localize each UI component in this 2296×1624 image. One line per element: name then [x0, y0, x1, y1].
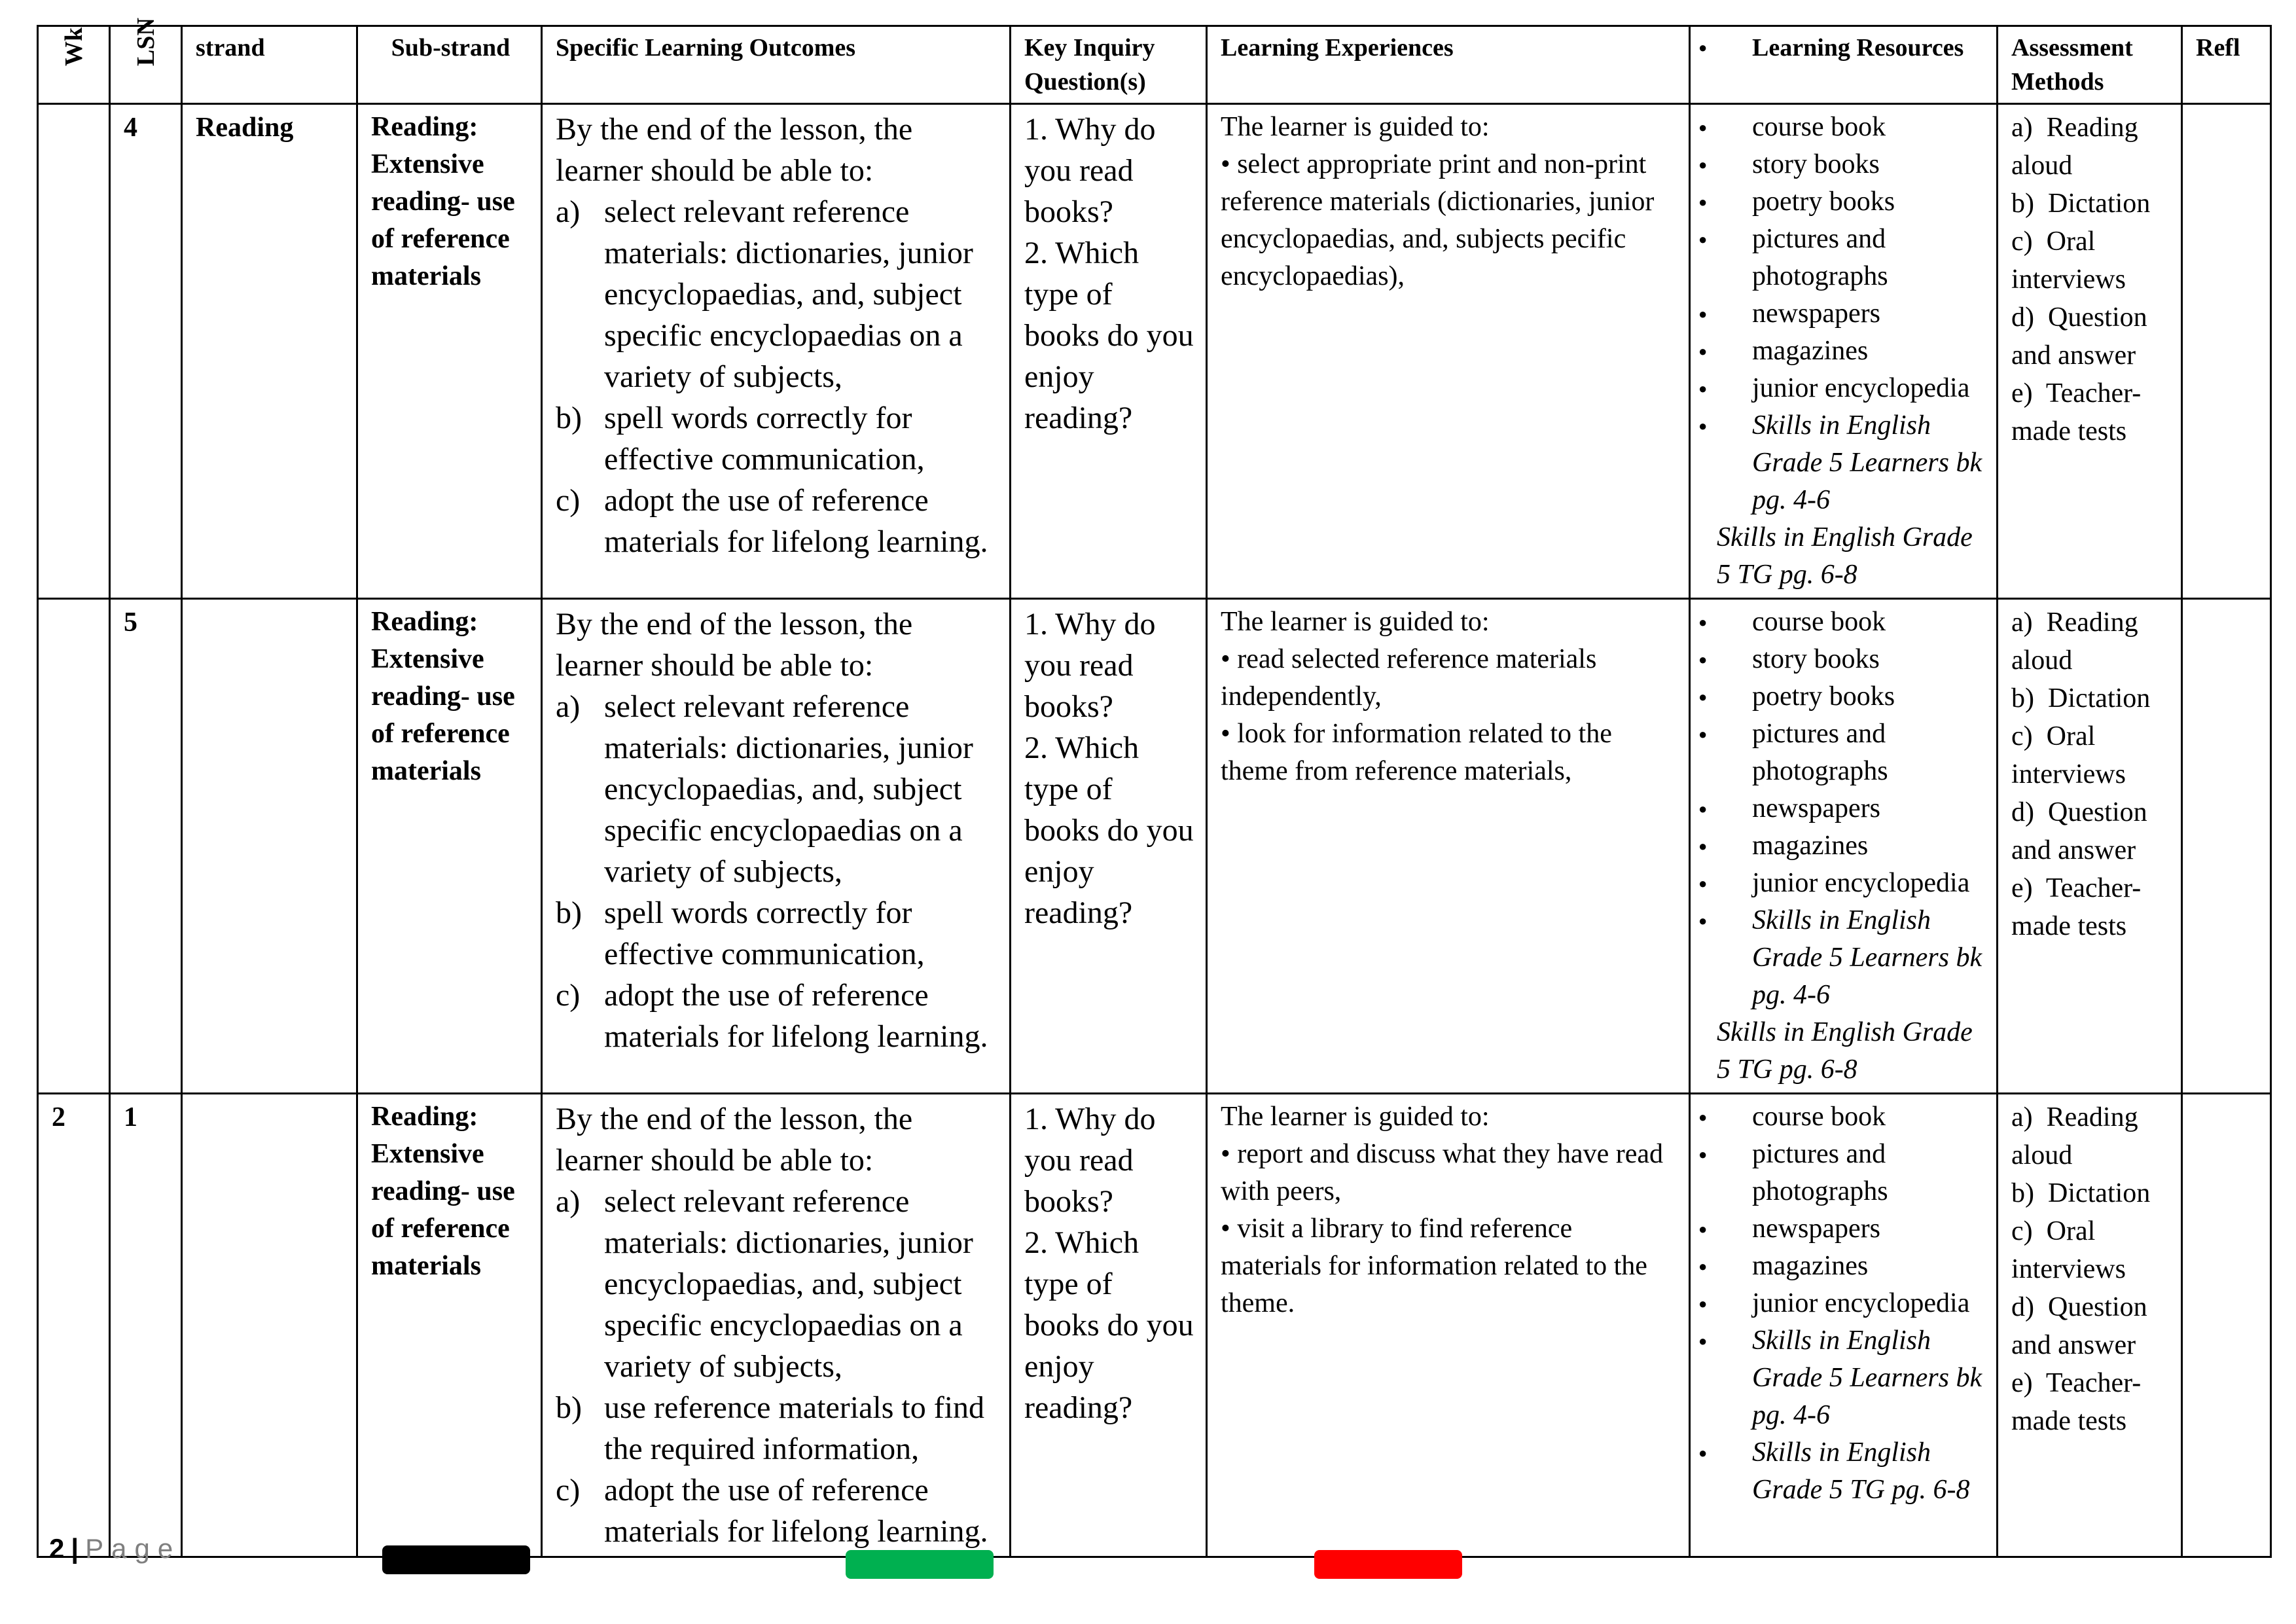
assessment-method: e) Teacher-made tests — [2011, 1368, 2142, 1436]
table-row — [38, 104, 2271, 599]
inquiry-cell — [1011, 104, 1207, 599]
assessment-method: a) Reading aloud — [2011, 1102, 2145, 1170]
experience-item: • read selected reference materials independently, — [1221, 644, 1597, 712]
header-sub-strand: Sub-strand — [357, 26, 542, 104]
sub-strand-value: Reading: Extensive reading- use of reference materials — [371, 607, 515, 786]
resource-note: Skills in English Grade 5 TG pg. 6-8 — [1717, 1017, 1973, 1085]
outcome-label: a) — [556, 194, 581, 229]
lesson-value: 1 — [124, 1102, 137, 1132]
assessment-method: b) Dictation — [2011, 1178, 2151, 1208]
green-color-swatch — [846, 1550, 994, 1579]
resource-item: ● magazines — [1704, 1248, 1986, 1285]
outcome-text: spell words correctly for effective communication, — [604, 895, 925, 971]
resource-item: ● junior encyclopedia — [1704, 1285, 1986, 1322]
outcome-text: select relevant reference materials: dictionaries, junior encyclopaedias, and, subject specific encyclopaedias on a variety of subjects, — [604, 689, 973, 889]
outcome-list — [556, 191, 999, 562]
inquiry-question: 1. Why do you read books? — [1024, 1102, 1156, 1219]
header-outcomes: Specific Learning Outcomes — [542, 26, 1011, 104]
outcome-item — [556, 1470, 999, 1552]
assessment-method: e) Teacher-made tests — [2011, 378, 2142, 446]
sub-strand-value: Reading: Extensive reading- use of reference materials — [371, 1102, 515, 1281]
outcome-item — [556, 191, 999, 397]
resource-list — [1704, 604, 1986, 1014]
outcome-intro: By the end of the lesson, the learner should be able to: — [556, 112, 913, 188]
table-row — [38, 1094, 2271, 1557]
resource-item-book: ● Skills in English Grade 5 Learners bk pg. 4-6 — [1704, 407, 1986, 519]
experiences-intro: The learner is guided to: — [1221, 112, 1490, 142]
outcome-item — [556, 1181, 999, 1387]
assessment-method: a) Reading aloud — [2011, 113, 2145, 181]
assessment-method: c) Oral interviews — [2011, 1216, 2126, 1284]
assessment-method: b) Dictation — [2011, 683, 2151, 713]
resources-cell — [1690, 599, 1998, 1094]
outcome-intro: By the end of the lesson, the learner should be able to: — [556, 1102, 913, 1178]
resource-item: ● poetry books — [1704, 678, 1986, 715]
assessment-method: d) Question and answer — [2011, 302, 2155, 370]
scheme-of-work-table — [37, 18, 2272, 1558]
header-lsn: LSN — [110, 26, 182, 104]
sub-strand-value: Reading: Extensive reading- use of reference materials — [371, 112, 515, 291]
outcome-text: adopt the use of reference materials for lifelong learning. — [604, 978, 988, 1054]
outcome-label: c) — [556, 1473, 581, 1507]
outcome-item — [556, 686, 999, 892]
experiences-cell — [1207, 599, 1690, 1094]
reflection-cell — [2182, 1094, 2271, 1557]
assessment-method: a) Reading aloud — [2011, 607, 2145, 676]
resource-list — [1704, 1098, 1986, 1509]
header-wk: Wk — [38, 26, 110, 104]
outcome-text: adopt the use of reference materials for lifelong learning. — [604, 483, 988, 559]
inquiry-question: 2. Which type of books do you enjoy reading? — [1024, 236, 1194, 435]
experience-item: • report and discuss what they have read with peers, — [1221, 1139, 1663, 1206]
outcome-label: c) — [556, 978, 581, 1013]
assessment-cell — [1998, 599, 2182, 1094]
header-strand: strand — [182, 26, 357, 104]
header-reflection: Refl — [2182, 26, 2271, 104]
outcome-list — [556, 686, 999, 1057]
lesson-cell — [110, 104, 182, 599]
sub-strand-cell — [357, 1094, 542, 1557]
strand-value: Reading — [196, 113, 294, 143]
experiences-cell — [1207, 104, 1690, 599]
inquiry-question: 2. Which type of books do you enjoy reading? — [1024, 731, 1194, 930]
table-row — [38, 599, 2271, 1094]
week-cell — [38, 1094, 110, 1557]
inquiry-cell — [1011, 599, 1207, 1094]
strand-cell — [182, 1094, 357, 1557]
resource-item-book: ● Skills in English Grade 5 Learners bk pg. 4-6 — [1704, 902, 1986, 1014]
outcome-label: a) — [556, 1184, 581, 1219]
inquiry-question: 1. Why do you read books? — [1024, 607, 1156, 724]
outcome-text: adopt the use of reference materials for lifelong learning. — [604, 1473, 988, 1549]
outcome-item — [556, 397, 999, 480]
outcome-item — [556, 480, 999, 562]
outcomes-cell — [542, 104, 1011, 599]
resources-cell — [1690, 104, 1998, 599]
outcome-text: spell words correctly for effective communication, — [604, 401, 925, 477]
sub-strand-cell — [357, 599, 542, 1094]
outcome-label: b) — [556, 401, 582, 435]
resource-list — [1704, 109, 1986, 519]
lesson-value: 4 — [124, 113, 137, 143]
experience-item: • look for information related to the theme from reference materials, — [1221, 719, 1612, 786]
resource-item: ● magazines — [1704, 333, 1986, 370]
red-color-swatch — [1314, 1550, 1462, 1579]
assessment-method: d) Question and answer — [2011, 1292, 2155, 1360]
outcome-list — [556, 1181, 999, 1552]
resources-cell — [1690, 1094, 1998, 1557]
outcome-label: c) — [556, 483, 581, 518]
header-experiences: Learning Experiences — [1207, 26, 1690, 104]
lesson-value: 5 — [124, 607, 137, 638]
experience-item: • visit a library to find reference materials for information related to the theme. — [1221, 1214, 1647, 1318]
experience-item: • select appropriate print and non-print reference materials (dictionaries, junior encyclopaedias, and, subjects pecific encyclopaedias), — [1221, 149, 1655, 291]
lesson-cell — [110, 1094, 182, 1557]
week-cell — [38, 104, 110, 599]
reflection-cell — [2182, 599, 2271, 1094]
header-row — [38, 26, 2271, 104]
week-value: 2 — [52, 1102, 65, 1132]
outcome-item — [556, 892, 999, 975]
resource-item: ● story books — [1704, 146, 1986, 183]
assessment-method: d) Question and answer — [2011, 797, 2155, 865]
resource-item: ● newspapers — [1704, 1210, 1986, 1248]
inquiry-cell — [1011, 1094, 1207, 1557]
experiences-cell — [1207, 1094, 1690, 1557]
resource-item: ● newspapers — [1704, 790, 1986, 827]
resource-item: ● pictures and photographs — [1704, 715, 1986, 790]
resource-item: ● newspapers — [1704, 295, 1986, 333]
outcome-item — [556, 1387, 999, 1470]
resource-item: ● course book — [1704, 604, 1986, 641]
assessment-method: e) Teacher-made tests — [2011, 873, 2142, 941]
assessment-method: b) Dictation — [2011, 189, 2151, 219]
resource-item: ● junior encyclopedia — [1704, 865, 1986, 902]
resource-item: ● pictures and photographs — [1704, 221, 1986, 295]
black-color-swatch — [382, 1545, 530, 1574]
header-inquiry: Key Inquiry Question(s) — [1011, 26, 1207, 104]
resource-note: Skills in English Grade 5 TG pg. 6-8 — [1717, 522, 1973, 590]
resource-item: ● story books — [1704, 641, 1986, 678]
page-label: Page — [85, 1533, 181, 1564]
resource-item: ● course book — [1704, 1098, 1986, 1136]
outcome-intro: By the end of the lesson, the learner should be able to: — [556, 607, 913, 683]
outcome-label: b) — [556, 1390, 582, 1425]
inquiry-question: 2. Which type of books do you enjoy reading? — [1024, 1225, 1194, 1425]
outcome-text: use reference materials to find the required information, — [604, 1390, 985, 1466]
outcome-text: select relevant reference materials: dictionaries, junior encyclopaedias, and, subject specific encyclopaedias on a variety of subjects, — [604, 194, 973, 394]
assessment-method: c) Oral interviews — [2011, 721, 2126, 789]
assessment-cell — [1998, 1094, 2182, 1557]
experiences-intro: The learner is guided to: — [1221, 1102, 1490, 1132]
experiences-intro: The learner is guided to: — [1221, 607, 1490, 637]
sub-strand-cell — [357, 104, 542, 599]
outcome-text: select relevant reference materials: dictionaries, junior encyclopaedias, and, subject specific encyclopaedias on a variety of subjects, — [604, 1184, 973, 1384]
resource-item-book: ● Skills in English Grade 5 Learners bk pg. 4-6 — [1704, 1322, 1986, 1434]
assessment-method: c) Oral interviews — [2011, 226, 2126, 295]
assessment-cell — [1998, 104, 2182, 599]
page-separator: | — [71, 1533, 79, 1564]
header-resources: ● Learning Resources — [1690, 26, 1998, 104]
strand-cell — [182, 104, 357, 599]
page-number: 2 — [49, 1533, 65, 1564]
outcome-item — [556, 975, 999, 1057]
week-cell — [38, 599, 110, 1094]
resource-item: ● magazines — [1704, 827, 1986, 865]
outcomes-cell — [542, 1094, 1011, 1557]
inquiry-question: 1. Why do you read books? — [1024, 112, 1156, 229]
resource-item: ● junior encyclopedia — [1704, 370, 1986, 407]
resource-item: ● poetry books — [1704, 183, 1986, 221]
lesson-cell — [110, 599, 182, 1094]
resource-item: ● course book — [1704, 109, 1986, 146]
outcome-label: a) — [556, 689, 581, 724]
reflection-cell — [2182, 104, 2271, 599]
resource-item-book: ● Skills in English Grade 5 TG pg. 6-8 — [1704, 1434, 1986, 1509]
resource-item: ● pictures and photographs — [1704, 1136, 1986, 1210]
page-footer — [49, 1533, 181, 1564]
header-assessment: Assessment Methods — [1998, 26, 2182, 104]
strand-cell — [182, 599, 357, 1094]
outcomes-cell — [542, 599, 1011, 1094]
outcome-label: b) — [556, 895, 582, 930]
